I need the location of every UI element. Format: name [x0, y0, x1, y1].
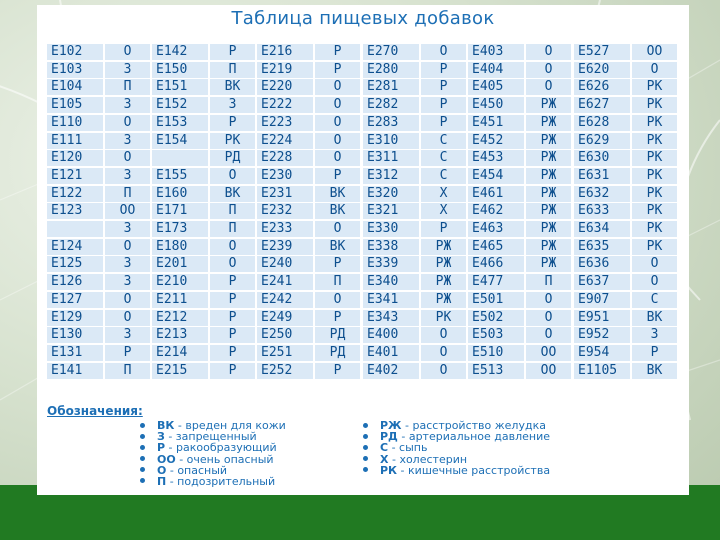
additive-code-cell: Е120: [47, 150, 103, 166]
legend-abbreviation: Х: [380, 452, 389, 466]
bullet-icon: [140, 434, 145, 439]
hazard-mark-cell: П: [210, 221, 255, 237]
hazard-mark-cell: О: [632, 62, 677, 78]
hazard-mark-cell: Р: [421, 97, 466, 113]
additive-code-cell: Е129: [47, 310, 103, 326]
additive-code-cell: Е627: [574, 97, 630, 113]
hazard-mark-cell: О: [526, 327, 571, 343]
additive-code-cell: Е231: [257, 186, 313, 202]
additive-code-cell: Е510: [468, 345, 524, 361]
hazard-mark-cell: РЖ: [526, 239, 571, 255]
bullet-icon: [140, 423, 145, 428]
hazard-mark-cell: З: [105, 133, 150, 149]
hazard-mark-cell: ВК: [315, 239, 360, 255]
page-title: Таблица пищевых добавок: [231, 8, 495, 29]
hazard-mark-cell: З: [210, 97, 255, 113]
legend-description: - кишечные расстройства: [397, 463, 551, 477]
additive-code-cell: Е213: [152, 327, 208, 343]
additive-code-cell: Е629: [574, 133, 630, 149]
additive-code-cell: Е633: [574, 203, 630, 219]
hazard-mark-cell: Р: [421, 115, 466, 131]
hazard-mark-cell: О: [421, 327, 466, 343]
hazard-mark-cell: О: [632, 256, 677, 272]
additive-code-cell: Е280: [363, 62, 419, 78]
additive-code-cell: Е281: [363, 79, 419, 95]
additive-code-cell: Е104: [47, 79, 103, 95]
hazard-mark-cell: О: [421, 363, 466, 379]
additive-code-cell: Е343: [363, 310, 419, 326]
additive-code-cell: Е951: [574, 310, 630, 326]
hazard-mark-cell: Р: [210, 292, 255, 308]
legend-title: Обозначения:: [47, 404, 143, 418]
hazard-mark-cell: Р: [210, 310, 255, 326]
additive-code-cell: Е125: [47, 256, 103, 272]
hazard-mark-cell: ОО: [526, 363, 571, 379]
bullet-icon: [140, 478, 145, 483]
bullet-icon: [140, 467, 145, 472]
additive-code-cell: Е103: [47, 62, 103, 78]
hazard-mark-cell: РК: [632, 79, 677, 95]
hazard-mark-cell: О: [421, 44, 466, 60]
hazard-mark-cell: О: [526, 310, 571, 326]
hazard-mark-cell: З: [105, 97, 150, 113]
legend-abbreviation: ОО: [157, 452, 176, 466]
hazard-mark-cell: РК: [632, 239, 677, 255]
hazard-mark-cell: РЖ: [421, 274, 466, 290]
additive-code-cell: Е121: [47, 168, 103, 184]
additive-code-cell: Е465: [468, 239, 524, 255]
hazard-mark-cell: Р: [315, 363, 360, 379]
additive-code-cell: Е210: [152, 274, 208, 290]
hazard-mark-cell: РЖ: [526, 133, 571, 149]
additive-code-cell: Е110: [47, 115, 103, 131]
hazard-mark-cell: Р: [210, 115, 255, 131]
hazard-mark-cell: РЖ: [526, 203, 571, 219]
additive-code-cell: Е151: [152, 79, 208, 95]
hazard-mark-cell: Р: [421, 221, 466, 237]
hazard-mark-cell: РЖ: [526, 186, 571, 202]
hazard-mark-cell: О: [105, 44, 150, 60]
hazard-mark-cell: РД: [315, 327, 360, 343]
additive-code-cell: Е477: [468, 274, 524, 290]
hazard-mark-cell: РК: [632, 186, 677, 202]
legend-abbreviation: РЖ: [380, 419, 402, 432]
legend-description: - запрещенный: [164, 430, 257, 444]
hazard-mark-cell: РК: [632, 97, 677, 113]
additive-code-cell: Е630: [574, 150, 630, 166]
additive-code-cell: Е462: [468, 203, 524, 219]
additive-code-cell: Е450: [468, 97, 524, 113]
hazard-mark-cell: О: [105, 310, 150, 326]
hazard-mark-cell: З: [105, 274, 150, 290]
additive-code-cell: Е952: [574, 327, 630, 343]
additive-code-cell: Е338: [363, 239, 419, 255]
additive-code-cell: Е340: [363, 274, 419, 290]
additive-code-cell: Е130: [47, 327, 103, 343]
additive-code-cell: Е171: [152, 203, 208, 219]
bullet-icon: [140, 445, 145, 450]
additive-code-cell: Е402: [363, 363, 419, 379]
additive-code-cell: Е241: [257, 274, 313, 290]
legend-abbreviation: С: [380, 441, 389, 455]
hazard-mark-cell: РЖ: [526, 168, 571, 184]
additive-code-cell: Е330: [363, 221, 419, 237]
hazard-mark-cell: О: [315, 115, 360, 131]
legend-description: - артериальное давление: [397, 430, 551, 444]
additive-code-cell: Е105: [47, 97, 103, 113]
additive-code-cell: Е220: [257, 79, 313, 95]
hazard-mark-cell: Р: [105, 345, 150, 361]
additives-table: [47, 44, 673, 384]
additive-code-cell: Е637: [574, 274, 630, 290]
legend-description: - ракообразующий: [165, 441, 277, 455]
additive-code-cell: Е240: [257, 256, 313, 272]
additive-code-cell: Е154: [152, 133, 208, 149]
additive-code-cell: Е954: [574, 345, 630, 361]
additive-code-cell: Е223: [257, 115, 313, 131]
additive-code-cell: Е201: [152, 256, 208, 272]
hazard-mark-cell: Р: [210, 274, 255, 290]
additive-code-cell: Е404: [468, 62, 524, 78]
hazard-mark-cell: РД: [210, 150, 255, 166]
additive-code-cell: Е153: [152, 115, 208, 131]
hazard-mark-cell: О: [210, 256, 255, 272]
additive-code-cell: Е150: [152, 62, 208, 78]
hazard-mark-cell: З: [105, 327, 150, 343]
additive-code-cell: [152, 150, 208, 166]
legend-abbreviation: РД: [380, 430, 398, 444]
legend-abbreviation: З: [157, 430, 165, 444]
hazard-mark-cell: О: [526, 62, 571, 78]
hazard-mark-cell: П: [105, 79, 150, 95]
additive-code-cell: Е152: [152, 97, 208, 113]
additive-code-cell: Е211: [152, 292, 208, 308]
additive-code-cell: Е626: [574, 79, 630, 95]
additive-code-cell: Е634: [574, 221, 630, 237]
hazard-mark-cell: О: [421, 345, 466, 361]
hazard-mark-cell: Р: [315, 256, 360, 272]
hazard-mark-cell: Х: [421, 186, 466, 202]
hazard-mark-cell: О: [315, 97, 360, 113]
additive-code-cell: Е463: [468, 221, 524, 237]
hazard-mark-cell: З: [105, 62, 150, 78]
additive-code-cell: Е454: [468, 168, 524, 184]
additive-code-cell: Е249: [257, 310, 313, 326]
legend-description: - холестерин: [388, 452, 468, 466]
hazard-mark-cell: Р: [421, 79, 466, 95]
legend-description: - сыпь: [388, 441, 428, 455]
additive-code-cell: Е620: [574, 62, 630, 78]
hazard-mark-cell: П: [210, 62, 255, 78]
hazard-mark-cell: РЖ: [421, 256, 466, 272]
legend-description: - очень опасный: [175, 452, 274, 466]
hazard-mark-cell: ОО: [105, 203, 150, 219]
additive-code-cell: [47, 221, 103, 237]
additive-code-cell: Е503: [468, 327, 524, 343]
hazard-mark-cell: О: [315, 292, 360, 308]
additive-code-cell: Е127: [47, 292, 103, 308]
additive-code-cell: Е160: [152, 186, 208, 202]
additive-code-cell: Е102: [47, 44, 103, 60]
hazard-mark-cell: РЖ: [421, 292, 466, 308]
hazard-mark-cell: ОО: [632, 44, 677, 60]
additive-code-cell: Е111: [47, 133, 103, 149]
additive-code-cell: Е513: [468, 363, 524, 379]
additive-code-cell: Е907: [574, 292, 630, 308]
additive-code-cell: Е215: [152, 363, 208, 379]
additive-code-cell: Е124: [47, 239, 103, 255]
legend-description: - опасный: [166, 463, 228, 477]
hazard-mark-cell: Р: [421, 62, 466, 78]
bullet-icon: [140, 456, 145, 461]
hazard-mark-cell: З: [105, 221, 150, 237]
hazard-mark-cell: РК: [632, 221, 677, 237]
additive-code-cell: Е270: [363, 44, 419, 60]
additive-code-cell: Е631: [574, 168, 630, 184]
additive-code-cell: Е282: [363, 97, 419, 113]
additive-code-cell: Е122: [47, 186, 103, 202]
additive-code-cell: Е232: [257, 203, 313, 219]
additive-code-cell: Е312: [363, 168, 419, 184]
additive-code-cell: Е230: [257, 168, 313, 184]
additive-code-cell: Е252: [257, 363, 313, 379]
legend-abbreviation: Р: [157, 441, 166, 455]
hazard-mark-cell: З: [105, 256, 150, 272]
slide: [37, 5, 689, 495]
additive-code-cell: Е321: [363, 203, 419, 219]
hazard-mark-cell: О: [105, 115, 150, 131]
additive-code-cell: Е401: [363, 345, 419, 361]
additive-code-cell: Е635: [574, 239, 630, 255]
hazard-mark-cell: ВК: [632, 363, 677, 379]
additive-code-cell: Е527: [574, 44, 630, 60]
additive-code-cell: Е311: [363, 150, 419, 166]
hazard-mark-cell: О: [632, 274, 677, 290]
additive-code-cell: Е636: [574, 256, 630, 272]
additive-code-cell: Е224: [257, 133, 313, 149]
hazard-mark-cell: Х: [421, 203, 466, 219]
hazard-mark-cell: П: [526, 274, 571, 290]
hazard-mark-cell: П: [315, 274, 360, 290]
additive-code-cell: Е142: [152, 44, 208, 60]
additive-code-cell: Е233: [257, 221, 313, 237]
hazard-mark-cell: РК: [632, 133, 677, 149]
hazard-mark-cell: РК: [632, 203, 677, 219]
additive-code-cell: Е219: [257, 62, 313, 78]
additive-code-cell: Е452: [468, 133, 524, 149]
additive-code-cell: Е250: [257, 327, 313, 343]
hazard-mark-cell: РК: [632, 168, 677, 184]
additive-code-cell: Е466: [468, 256, 524, 272]
legend-abbreviation: П: [157, 474, 167, 488]
hazard-mark-cell: ВК: [210, 186, 255, 202]
additive-code-cell: Е123: [47, 203, 103, 219]
hazard-mark-cell: О: [105, 239, 150, 255]
hazard-mark-cell: О: [526, 292, 571, 308]
hazard-mark-cell: Р: [315, 44, 360, 60]
hazard-mark-cell: З: [632, 327, 677, 343]
additive-code-cell: Е155: [152, 168, 208, 184]
hazard-mark-cell: Р: [315, 168, 360, 184]
additive-code-cell: Е141: [47, 363, 103, 379]
additive-code-cell: Е451: [468, 115, 524, 131]
additive-code-cell: Е126: [47, 274, 103, 290]
additive-code-cell: Е1105: [574, 363, 630, 379]
hazard-mark-cell: РЖ: [526, 221, 571, 237]
hazard-mark-cell: РК: [210, 133, 255, 149]
hazard-mark-cell: РЖ: [421, 239, 466, 255]
additive-code-cell: Е214: [152, 345, 208, 361]
legend-item: [363, 465, 550, 476]
bullet-icon: [363, 434, 368, 439]
additive-code-cell: Е339: [363, 256, 419, 272]
hazard-mark-cell: Р: [210, 345, 255, 361]
hazard-mark-cell: З: [105, 168, 150, 184]
hazard-mark-cell: Р: [210, 363, 255, 379]
hazard-mark-cell: Р: [632, 345, 677, 361]
hazard-mark-cell: О: [210, 239, 255, 255]
hazard-mark-cell: П: [105, 186, 150, 202]
hazard-mark-cell: С: [632, 292, 677, 308]
legend-right-column: [363, 420, 550, 476]
hazard-mark-cell: ОО: [526, 345, 571, 361]
hazard-mark-cell: С: [421, 168, 466, 184]
hazard-mark-cell: С: [421, 150, 466, 166]
hazard-mark-cell: РК: [421, 310, 466, 326]
hazard-mark-cell: Р: [210, 327, 255, 343]
additive-code-cell: Е251: [257, 345, 313, 361]
additive-code-cell: Е632: [574, 186, 630, 202]
bullet-icon: [363, 445, 368, 450]
hazard-mark-cell: ВК: [632, 310, 677, 326]
hazard-mark-cell: Р: [315, 62, 360, 78]
additive-code-cell: Е310: [363, 133, 419, 149]
hazard-mark-cell: Р: [315, 310, 360, 326]
hazard-mark-cell: О: [210, 168, 255, 184]
additive-code-cell: Е242: [257, 292, 313, 308]
hazard-mark-cell: ВК: [315, 203, 360, 219]
additive-code-cell: Е502: [468, 310, 524, 326]
bullet-icon: [363, 456, 368, 461]
additive-code-cell: Е131: [47, 345, 103, 361]
additive-code-cell: Е216: [257, 44, 313, 60]
additive-code-cell: Е180: [152, 239, 208, 255]
additive-code-cell: Е228: [257, 150, 313, 166]
legend-description: - расстройство желудка: [401, 419, 546, 432]
hazard-mark-cell: О: [526, 79, 571, 95]
bullet-icon: [363, 467, 368, 472]
additive-code-cell: Е341: [363, 292, 419, 308]
additive-code-cell: Е628: [574, 115, 630, 131]
hazard-mark-cell: РД: [315, 345, 360, 361]
hazard-mark-cell: РЖ: [526, 256, 571, 272]
legend-abbreviation: О: [157, 463, 167, 477]
hazard-mark-cell: С: [421, 133, 466, 149]
hazard-mark-cell: Р: [210, 44, 255, 60]
hazard-mark-cell: О: [105, 150, 150, 166]
additive-code-cell: Е400: [363, 327, 419, 343]
additive-code-cell: Е283: [363, 115, 419, 131]
additive-code-cell: Е405: [468, 79, 524, 95]
legend-abbreviation: РК: [380, 463, 398, 477]
additive-code-cell: Е173: [152, 221, 208, 237]
hazard-mark-cell: ВК: [210, 79, 255, 95]
hazard-mark-cell: РЖ: [526, 115, 571, 131]
legend-description: - вреден для кожи: [174, 419, 286, 432]
hazard-mark-cell: О: [315, 150, 360, 166]
hazard-mark-cell: РК: [632, 115, 677, 131]
additive-code-cell: Е212: [152, 310, 208, 326]
hazard-mark-cell: О: [315, 221, 360, 237]
legend-description: - подозрительный: [166, 474, 276, 488]
additive-code-cell: Е222: [257, 97, 313, 113]
hazard-mark-cell: П: [210, 203, 255, 219]
additive-code-cell: Е320: [363, 186, 419, 202]
hazard-mark-cell: О: [315, 133, 360, 149]
additive-code-cell: Е461: [468, 186, 524, 202]
legend-item: [140, 476, 286, 487]
legend-abbreviation: ВК: [157, 419, 175, 432]
hazard-mark-cell: РЖ: [526, 150, 571, 166]
additive-code-cell: Е403: [468, 44, 524, 60]
bullet-icon: [363, 423, 368, 428]
hazard-mark-cell: О: [315, 79, 360, 95]
hazard-mark-cell: О: [105, 292, 150, 308]
hazard-mark-cell: РК: [632, 150, 677, 166]
hazard-mark-cell: ВК: [315, 186, 360, 202]
hazard-mark-cell: О: [526, 44, 571, 60]
additive-code-cell: Е501: [468, 292, 524, 308]
hazard-mark-cell: РЖ: [526, 97, 571, 113]
legend-left-column: [140, 420, 286, 487]
additive-code-cell: Е453: [468, 150, 524, 166]
additive-code-cell: Е239: [257, 239, 313, 255]
hazard-mark-cell: П: [105, 363, 150, 379]
